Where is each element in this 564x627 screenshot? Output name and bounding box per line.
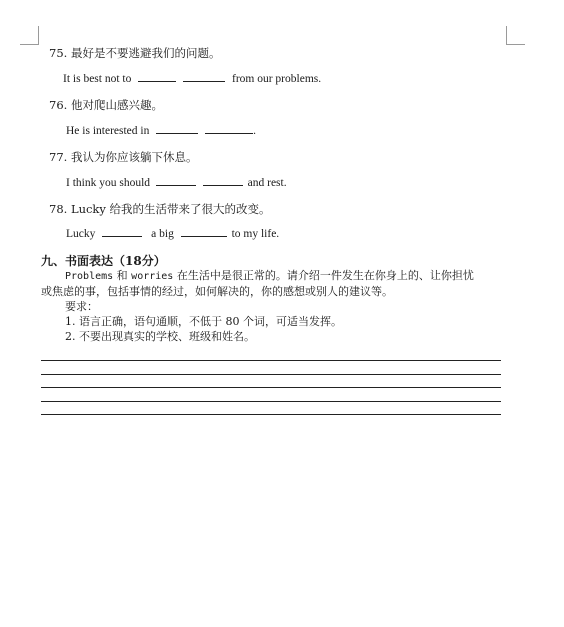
answer-blank[interactable]: [102, 226, 142, 237]
answer-blank[interactable]: [156, 123, 198, 134]
page-corner-mark-right: [506, 26, 525, 45]
answer-text: It is best not to: [63, 73, 132, 85]
answer-text: .: [253, 125, 256, 137]
writing-line[interactable]: [41, 387, 501, 388]
requirements-label: 要求：: [65, 300, 98, 313]
answer-line-75: [63, 71, 321, 85]
answer-text: to my life.: [231, 228, 280, 240]
question-prompt: 我认为你应该躺下休息。: [70, 150, 198, 164]
answer-line-78: [66, 226, 279, 240]
answer-text: He is interested in: [66, 125, 150, 137]
question-77: [49, 149, 197, 165]
question-number: 77.: [49, 150, 68, 164]
question-number: 76.: [49, 98, 68, 112]
requirement-1: 1. 语言正确，语句通顺，不低于 80 个词，可适当发挥。: [65, 315, 342, 328]
answer-blank[interactable]: [181, 226, 227, 237]
answer-blank[interactable]: [156, 175, 196, 186]
keyword-problems: Problems: [65, 271, 114, 282]
answer-blank[interactable]: [205, 123, 253, 134]
question-prompt: 他对爬山感兴趣。: [70, 98, 163, 112]
topic-text: 和: [116, 269, 128, 282]
writing-line[interactable]: [41, 401, 501, 402]
answer-line-76: [66, 123, 256, 137]
answer-text: and rest.: [247, 177, 287, 189]
answer-blank[interactable]: [138, 71, 176, 82]
section-title: 九、书面表达（18分）: [41, 254, 166, 268]
answer-text: I think you should: [66, 177, 151, 189]
keyword-worries: worries: [131, 271, 174, 282]
topic-text: 在生活中是很正常的。请介绍一件发生在你身上的、让你担忧: [176, 269, 474, 282]
question-75: [49, 45, 220, 61]
question-prompt: Lucky 给我的生活带来了很大的改变。: [70, 202, 271, 216]
question-76: [49, 97, 163, 113]
question-number: 78.: [49, 202, 68, 216]
question-prompt: 最好是不要逃避我们的问题。: [70, 46, 221, 60]
writing-line[interactable]: [41, 360, 501, 361]
question-number: 75.: [49, 46, 68, 60]
answer-text: a big: [151, 228, 174, 240]
requirement-2: 2. 不要出现真实的学校、班级和姓名。: [65, 330, 255, 343]
question-78: [49, 201, 271, 217]
topic-line-1: [65, 268, 474, 285]
answer-text: Lucky: [66, 228, 96, 240]
answer-text: from our problems.: [232, 73, 322, 85]
writing-line[interactable]: [41, 414, 501, 415]
topic-line-2: 或焦虑的事，包括事情的经过，如何解决的，你的感想或别人的建议等。: [41, 285, 393, 298]
page-corner-mark-left: [20, 26, 39, 45]
answer-line-77: [66, 175, 287, 189]
answer-blank[interactable]: [203, 175, 243, 186]
answer-blank[interactable]: [183, 71, 225, 82]
writing-line[interactable]: [41, 374, 501, 375]
